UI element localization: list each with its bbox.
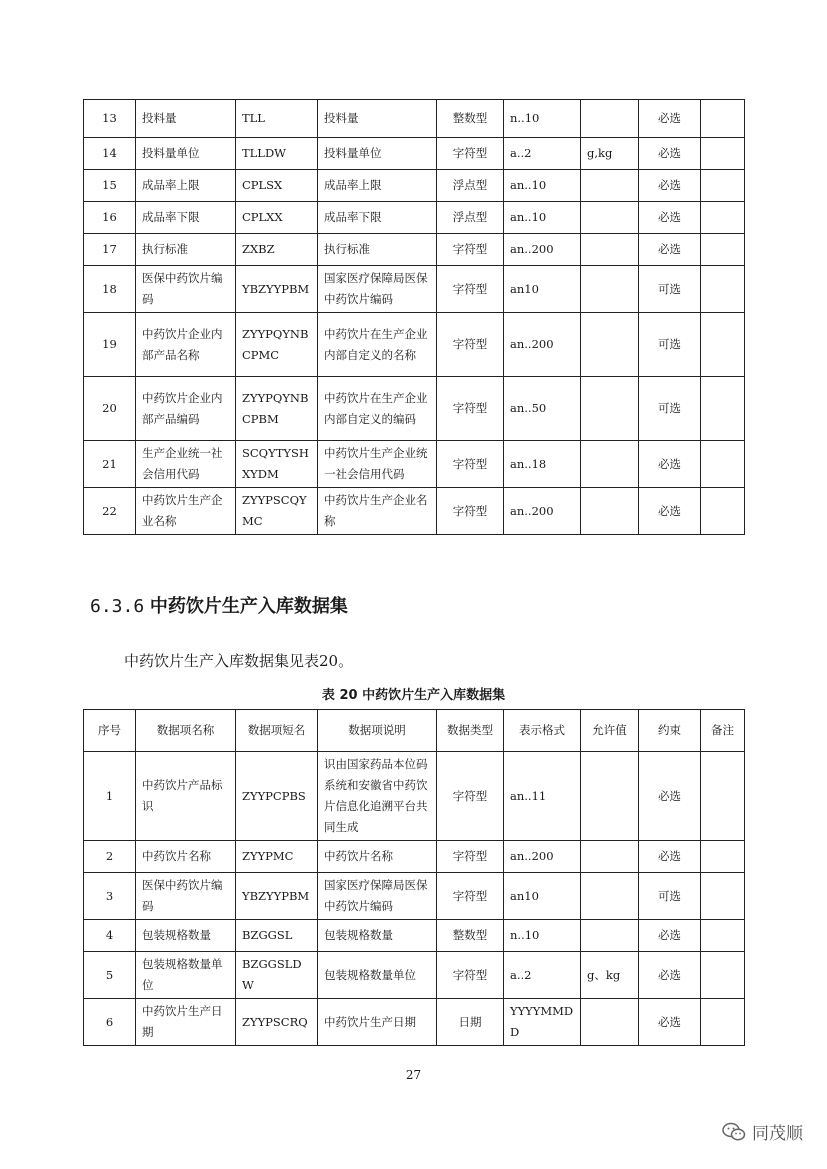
table-cell: g,kg (581, 138, 639, 170)
table-cell: 识由国家药品本位码系统和安徽省中药饮片信息化追溯平台共同生成 (318, 752, 437, 841)
table-cell: 可选 (639, 873, 701, 920)
column-header: 允许值 (581, 710, 639, 752)
table-cell: 中药饮片生产日期 (136, 999, 236, 1046)
table-row (84, 234, 745, 266)
table-cell: 必选 (639, 170, 701, 202)
table-cell: 中药饮片在生产企业内部自定义的名称 (318, 313, 437, 377)
section-number: 6.3.6 (90, 596, 145, 617)
table-cell: ZYYPCPBS (236, 752, 318, 841)
table-row (84, 999, 745, 1046)
table-cell: 必选 (639, 952, 701, 999)
table-cell (581, 266, 639, 313)
table-cell: 国家医疗保障局医保中药饮片编码 (318, 873, 437, 920)
table-cell: 21 (84, 441, 136, 488)
table-row (84, 841, 745, 873)
table-cell: 执行标准 (136, 234, 236, 266)
table-cell: ZYYPQYNBCPMC (236, 313, 318, 377)
table-cell: 浮点型 (437, 170, 504, 202)
table-cell: 14 (84, 138, 136, 170)
table-cell: ZYYPSCRQ (236, 999, 318, 1046)
table-cell: 1 (84, 752, 136, 841)
table-cell (701, 202, 745, 234)
table-row (84, 873, 745, 920)
table-cell: 3 (84, 873, 136, 920)
table-cell: an..11 (504, 752, 581, 841)
table-cell: 可选 (639, 266, 701, 313)
table-cell: 中药饮片企业内部产品编码 (136, 377, 236, 441)
table-cell (701, 752, 745, 841)
table-cell: 字符型 (437, 952, 504, 999)
table-cell (701, 313, 745, 377)
section-title: 中药饮片生产入库数据集 (149, 596, 348, 617)
column-header: 数据项说明 (318, 710, 437, 752)
column-header: 序号 (84, 710, 136, 752)
table-cell (581, 202, 639, 234)
table-cell: 13 (84, 100, 136, 138)
table-cell: 整数型 (437, 100, 504, 138)
table-cell: 字符型 (437, 488, 504, 535)
table-cell: 投料量 (318, 100, 437, 138)
table-cell: an..200 (504, 841, 581, 873)
table-cell: YBZYYPBM (236, 266, 318, 313)
table-cell (701, 999, 745, 1046)
section-heading (90, 592, 348, 618)
table-cell (701, 138, 745, 170)
table-cell: 字符型 (437, 873, 504, 920)
table-cell (581, 488, 639, 535)
table-cell: 4 (84, 920, 136, 952)
table-cell: TLLDW (236, 138, 318, 170)
table-row (84, 202, 745, 234)
table-cell: 中药饮片在生产企业内部自定义的编码 (318, 377, 437, 441)
table-cell (701, 920, 745, 952)
table-cell: CPLSX (236, 170, 318, 202)
table-cell: 15 (84, 170, 136, 202)
table-row (84, 488, 745, 535)
table-cell: 6 (84, 999, 136, 1046)
table-cell: 必选 (639, 752, 701, 841)
table-row (84, 266, 745, 313)
table-row (84, 377, 745, 441)
table-cell: 医保中药饮片编码 (136, 266, 236, 313)
table-cell (581, 170, 639, 202)
table-cell: 字符型 (437, 234, 504, 266)
table-cell: 投料量单位 (318, 138, 437, 170)
table-cell: 成品率下限 (136, 202, 236, 234)
table-cell: 20 (84, 377, 136, 441)
table-cell (701, 377, 745, 441)
table-cell (581, 234, 639, 266)
table-cell: YBZYYPBM (236, 873, 318, 920)
table-cell: 16 (84, 202, 136, 234)
table-cell (701, 100, 745, 138)
table-cell (701, 170, 745, 202)
table-cell: CPLXX (236, 202, 318, 234)
table-cell: 字符型 (437, 441, 504, 488)
table-cell (581, 441, 639, 488)
table-cell: an..10 (504, 170, 581, 202)
table-row (84, 441, 745, 488)
table-cell: an10 (504, 873, 581, 920)
table-cell: 17 (84, 234, 136, 266)
table-cell: 18 (84, 266, 136, 313)
table-header-row (84, 710, 745, 752)
table-cell (581, 313, 639, 377)
table-cell: 必选 (639, 234, 701, 266)
table-cell: 必选 (639, 841, 701, 873)
table-cell: TLL (236, 100, 318, 138)
table-row (84, 752, 745, 841)
table-cell: 包装规格数量 (136, 920, 236, 952)
table-cell: n..10 (504, 920, 581, 952)
table-cell: 字符型 (437, 377, 504, 441)
table-cell: ZYYPSCQYMC (236, 488, 318, 535)
table-cell: 19 (84, 313, 136, 377)
column-header: 数据类型 (437, 710, 504, 752)
watermark (722, 1119, 803, 1144)
table-row (84, 100, 745, 138)
intro-paragraph: 中药饮片生产入库数据集见表20。 (124, 652, 354, 670)
table-cell: a..2 (504, 138, 581, 170)
table-cell: 2 (84, 841, 136, 873)
table-cell (701, 952, 745, 999)
table-cell: 必选 (639, 441, 701, 488)
table-cell: 医保中药饮片编码 (136, 873, 236, 920)
table-body (84, 100, 745, 535)
table-cell: an..200 (504, 313, 581, 377)
table-cell (581, 873, 639, 920)
table-cell: an..50 (504, 377, 581, 441)
table-cell: g、kg (581, 952, 639, 999)
table-cell: 中药饮片名称 (318, 841, 437, 873)
table-cell: 包装规格数量单位 (136, 952, 236, 999)
table-body (84, 752, 745, 1046)
table-cell: 整数型 (437, 920, 504, 952)
table-cell: an..10 (504, 202, 581, 234)
table-cell: 5 (84, 952, 136, 999)
table-cell: 执行标准 (318, 234, 437, 266)
table-cell: 字符型 (437, 752, 504, 841)
table-cell: 必选 (639, 100, 701, 138)
page-number: 27 (405, 1068, 422, 1082)
table-cell: 可选 (639, 313, 701, 377)
table-row (84, 170, 745, 202)
table-cell: 包装规格数量 (318, 920, 437, 952)
table-cell: an10 (504, 266, 581, 313)
table-cell: 日期 (437, 999, 504, 1046)
table-cell: 中药饮片生产企业名称 (136, 488, 236, 535)
watermark-text: 同茂顺 (752, 1124, 803, 1144)
column-header: 备注 (701, 710, 745, 752)
table-cell: 字符型 (437, 313, 504, 377)
table-cell (701, 873, 745, 920)
table-cell: 浮点型 (437, 202, 504, 234)
table-cell (581, 752, 639, 841)
table-cell: 必选 (639, 138, 701, 170)
table-cell: 中药饮片生产企业名称 (318, 488, 437, 535)
table-cell (701, 266, 745, 313)
table-cell: 国家医疗保障局医保中药饮片编码 (318, 266, 437, 313)
table-cell: BZGGSL (236, 920, 318, 952)
table-cell: 中药饮片产品标识 (136, 752, 236, 841)
column-header: 数据项短名 (236, 710, 318, 752)
table-cell: 中药饮片企业内部产品名称 (136, 313, 236, 377)
table-cell: ZXBZ (236, 234, 318, 266)
table-cell (581, 377, 639, 441)
table-cell: 生产企业统一社会信用代码 (136, 441, 236, 488)
wechat-icon (722, 1122, 746, 1142)
data-table-continued (83, 99, 745, 535)
table-cell: 必选 (639, 202, 701, 234)
table-cell: n..10 (504, 100, 581, 138)
table-cell (581, 920, 639, 952)
table-cell: 可选 (639, 377, 701, 441)
table-cell: 中药饮片生产日期 (318, 999, 437, 1046)
table-cell: 字符型 (437, 841, 504, 873)
table-cell: 字符型 (437, 138, 504, 170)
table-cell (701, 234, 745, 266)
table-cell (701, 441, 745, 488)
table-cell: an..200 (504, 488, 581, 535)
table-cell: ZYYPQYNBCPBM (236, 377, 318, 441)
table-cell: 必选 (639, 488, 701, 535)
table-cell: 成品率上限 (136, 170, 236, 202)
table-cell: 成品率上限 (318, 170, 437, 202)
table-cell: YYYYMMDD (504, 999, 581, 1046)
table-cell: 投料量单位 (136, 138, 236, 170)
column-header: 约束 (639, 710, 701, 752)
table-cell: BZGGSLDW (236, 952, 318, 999)
data-table-20 (83, 709, 745, 1046)
table-cell (701, 841, 745, 873)
table-cell: 成品率下限 (318, 202, 437, 234)
table-header (84, 710, 745, 752)
table-cell: 字符型 (437, 266, 504, 313)
table-cell: SCQYTYSHXYDM (236, 441, 318, 488)
table-cell: 包装规格数量单位 (318, 952, 437, 999)
table-cell: an..18 (504, 441, 581, 488)
table-cell (581, 999, 639, 1046)
table-caption: 表 20 中药饮片生产入库数据集 (321, 688, 506, 703)
table-cell: a..2 (504, 952, 581, 999)
table-cell: 22 (84, 488, 136, 535)
table-cell: 投料量 (136, 100, 236, 138)
column-header: 数据项名称 (136, 710, 236, 752)
table-cell (581, 100, 639, 138)
table-row (84, 952, 745, 999)
table-cell: 中药饮片名称 (136, 841, 236, 873)
table-cell: 必选 (639, 999, 701, 1046)
table-cell: 中药饮片生产企业统一社会信用代码 (318, 441, 437, 488)
column-header: 表示格式 (504, 710, 581, 752)
table-row (84, 920, 745, 952)
table-cell: ZYYPMC (236, 841, 318, 873)
table-row (84, 138, 745, 170)
table-cell (701, 488, 745, 535)
table-row (84, 313, 745, 377)
table-cell (581, 841, 639, 873)
table-cell: 必选 (639, 920, 701, 952)
table-cell: an..200 (504, 234, 581, 266)
